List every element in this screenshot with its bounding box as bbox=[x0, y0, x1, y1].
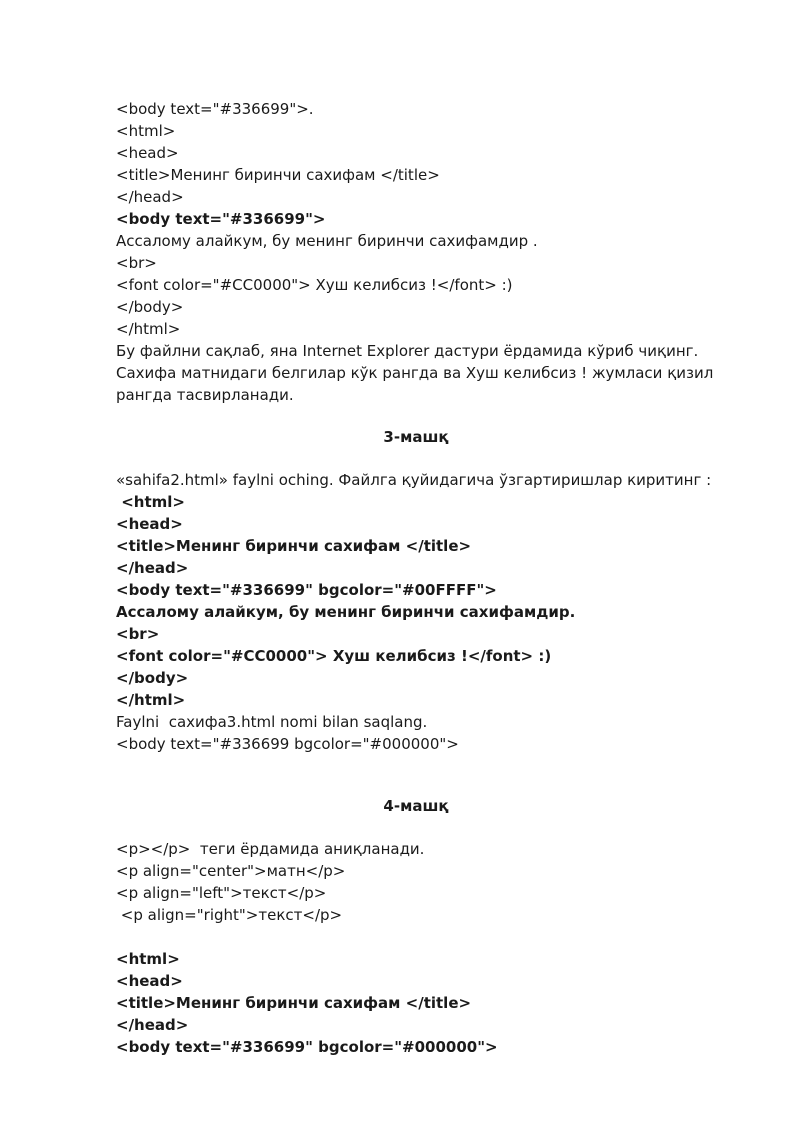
code-line-bold: <title>Менинг биринчи сахифам </title> bbox=[116, 994, 472, 1012]
code-line: </head> bbox=[116, 188, 184, 206]
code-line-bold: <body text="#336699"> bbox=[116, 210, 326, 228]
text-line: Faylni сахифа3.html nomi bilan saqlang. bbox=[116, 713, 428, 731]
code-line: <title>Менинг биринчи сахифам </title> bbox=[116, 166, 440, 184]
section-1 bbox=[116, 98, 716, 406]
section-heading: 4-машқ bbox=[383, 797, 449, 815]
code-line-bold: </head> bbox=[116, 1016, 189, 1034]
code-line: <body text="#336699 bgcolor="#000000"> bbox=[116, 735, 459, 753]
code-line: <br> bbox=[116, 254, 157, 272]
code-line-bold: <body text="#336699" bgcolor="#000000"> bbox=[116, 1038, 498, 1056]
code-line-bold: <font color="#CC0000"> Хуш келибсиз !</font> :) bbox=[116, 647, 552, 665]
code-line-bold: <head> bbox=[116, 972, 183, 990]
code-line: <p align="center">матн</p> bbox=[116, 862, 346, 880]
code-line: <body text="#336699">. bbox=[116, 100, 314, 118]
code-line-bold: <title>Менинг биринчи сахифам </title> bbox=[116, 537, 472, 555]
code-line-bold: </body> bbox=[116, 669, 189, 687]
code-line: Ассалому алайкум, бу менинг биринчи сахифамдир . bbox=[116, 232, 538, 250]
code-line-bold: Ассалому алайкум, бу менинг биринчи сахифамдир. bbox=[116, 603, 576, 621]
code-line: <p align="left">текст</p> bbox=[116, 884, 327, 902]
section-heading: 3-машқ bbox=[383, 428, 449, 446]
code-line-bold: </html> bbox=[116, 691, 186, 709]
section-3 bbox=[116, 426, 716, 755]
code-line-bold: </head> bbox=[116, 559, 189, 577]
code-line-bold: <br> bbox=[116, 625, 160, 643]
code-line: <head> bbox=[116, 144, 179, 162]
code-line: <html> bbox=[116, 122, 176, 140]
text-line: <p></p> теги ёрдамида аниқланади. bbox=[116, 840, 425, 858]
document-page bbox=[116, 98, 716, 1058]
code-line-bold: <head> bbox=[116, 515, 183, 533]
code-line: </body> bbox=[116, 298, 184, 316]
code-line-bold: <body text="#336699" bgcolor="#00FFFF"> bbox=[116, 581, 497, 599]
code-line-bold: <html> bbox=[116, 493, 185, 511]
section-4 bbox=[116, 795, 716, 1058]
intro-text: «sahifa2.html» faylni oching. Файлга қуйидагича ўзгартиришлар киритинг : bbox=[116, 471, 712, 489]
code-line: </html> bbox=[116, 320, 181, 338]
explanation-paragraph: Бу файлни сақлаб, яна Internet Explorer дастури ёрдамида кўриб чиқинг. Сахифа матнидаги белгилар кўк рангда ва Хуш келибсиз ! жумласи қизил рангда тасвирланади. bbox=[116, 342, 714, 404]
code-line: <font color="#CC0000"> Хуш келибсиз !</font> :) bbox=[116, 276, 513, 294]
code-line-bold: <html> bbox=[116, 950, 180, 968]
code-line: <p align="right">текст</p> bbox=[116, 906, 343, 924]
